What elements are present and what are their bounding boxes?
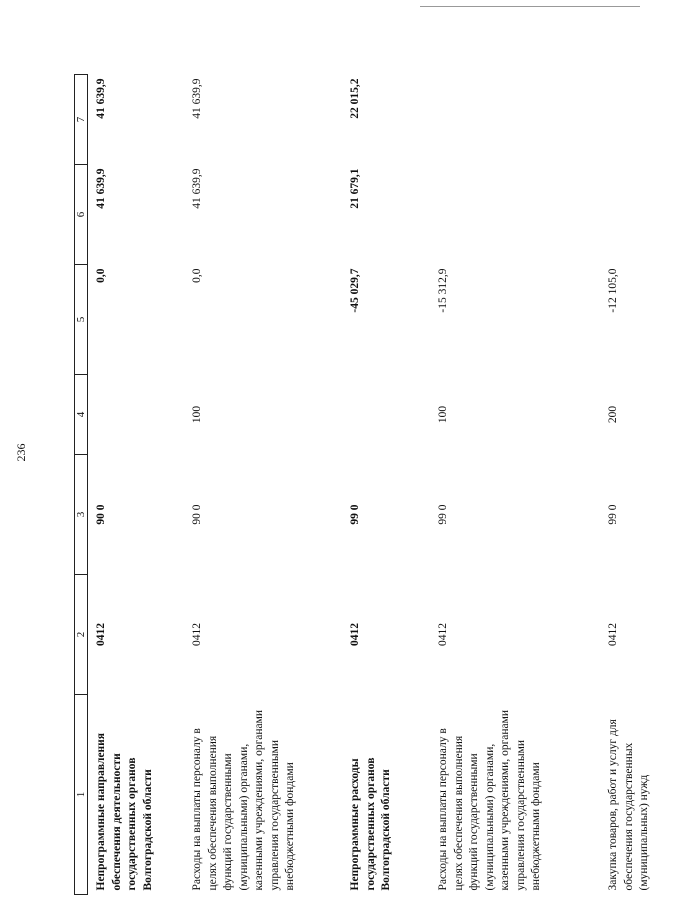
value-cell-article: 99 0 [437,504,449,525]
value-cell-col6: 41 639,9 [191,168,203,209]
value-cell-article: 99 0 [349,504,361,525]
value-cell-type: 100 [437,405,449,424]
page-number: 236 [14,443,28,462]
value-cell-type: 100 [191,405,203,424]
table-row [342,75,430,895]
row-name-cell: Непрограммные расходы государственных органов Волгоградской области [349,757,392,891]
value-cell-type [342,375,430,455]
budget-table [74,74,696,895]
column-header: 2 [75,575,88,695]
value-cell-article: 90 0 [95,504,107,525]
value-cell-article: 90 0 [191,504,203,525]
row-name-cell: Расходы на выплаты персоналу в целях обеспечения выполнения функций государственными (муниципальными) органами, казенными учреждениями, органами управления государственными внебюджетными фондами [437,709,542,891]
value-cell-col7: 41 639,9 [95,78,107,119]
value-cell-col5: 0,0 [95,268,107,283]
value-cell-col7 [600,75,696,165]
value-cell-col5: -45 029,7 [349,268,361,313]
value-cell-col6: 21 679,1 [349,168,361,209]
column-header: 6 [75,165,88,265]
value-cell-col7: 22 015,2 [349,78,361,119]
table-row [600,75,696,895]
column-header: 4 [75,375,88,455]
value-cell-col7: 41 639,9 [191,78,203,119]
column-header: 3 [75,455,88,575]
column-header: 7 [75,75,88,165]
value-cell-section: 0412 [349,623,361,646]
value-cell-col5: -15 312,9 [437,268,449,313]
header-row [75,75,88,895]
value-cell-col7 [430,75,600,165]
table-row [430,75,600,895]
row-name-cell: Закупка товаров, работ и услуг для обеспечения государственных (муниципальных) нужд [607,719,650,891]
value-cell-type [88,375,185,455]
value-cell-section: 0412 [191,623,203,646]
row-name-cell: Непрограммные направления обеспечения деятельности государственных органов Волгоградской области [95,732,154,891]
row-name-cell: Расходы на выплаты персоналу в целях обеспечения выполнения функций государственными (муниципальными) органами, казенными учреждениями, органами управления государственными внебюджетными фондами [191,709,296,891]
table-row [184,75,342,895]
column-header: 5 [75,265,88,375]
value-cell-type: 200 [607,405,619,424]
value-cell-article: 99 0 [607,504,619,525]
value-cell-col6: 41 639,9 [95,168,107,209]
table-row [88,75,185,895]
column-header: 1 [75,695,88,895]
value-cell-section: 0412 [437,623,449,646]
value-cell-section: 0412 [95,623,107,646]
value-cell-col5: -12 105,0 [607,268,619,313]
value-cell-section: 0412 [607,623,619,646]
value-cell-col6 [600,165,696,265]
value-cell-col5: 0,0 [191,268,203,283]
value-cell-col6 [430,165,600,265]
